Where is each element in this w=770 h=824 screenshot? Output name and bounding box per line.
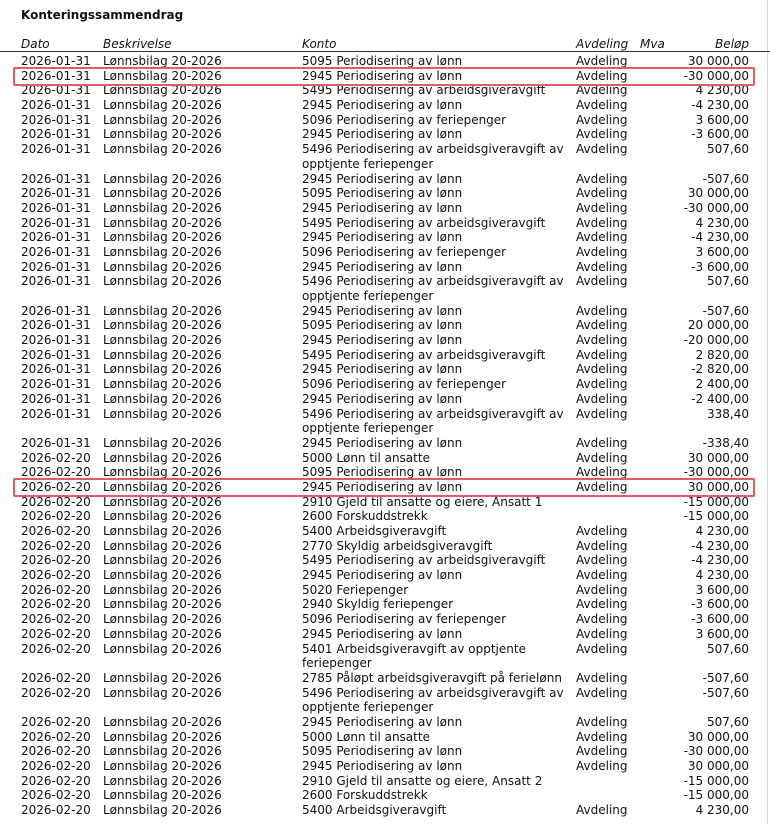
cell-belop: -4 230,00 [691,553,749,568]
cell-konto: 5095 Periodisering av lønn [302,465,463,480]
cell-avdeling: Avdeling [576,465,628,480]
table-row [0,98,770,113]
cell-dato: 2026-01-31 [21,259,91,274]
cell-dato: 2026-02-20 [21,715,91,730]
table-body [0,54,770,818]
table-row [0,348,770,363]
cell-belop: 30 000,00 [687,479,749,494]
table-row [0,759,770,774]
cell-beskrivelse: Lønnsbilag 20-2026 [103,670,222,685]
cell-dato: 2026-02-20 [21,612,91,627]
cell-belop: 4 230,00 [695,215,749,230]
cell-konto: 2945 Periodisering av lønn [302,230,463,245]
cell-avdeling: Avdeling [576,391,628,406]
cell-avdeling: Avdeling [576,171,628,186]
cell-avdeling: Avdeling [576,112,628,127]
cell-belop: 3 600,00 [695,582,749,597]
table-row [0,245,770,260]
cell-dato: 2026-02-20 [21,803,91,818]
cell-beskrivelse: Lønnsbilag 20-2026 [103,391,222,406]
cell-avdeling: Avdeling [576,215,628,230]
cell-konto: 5495 Periodisering av arbeidsgiveravgift [302,83,546,98]
cell-konto: 2945 Periodisering av lønn [302,68,463,83]
table-row [0,392,770,407]
cell-beskrivelse: Lønnsbilag 20-2026 [103,244,222,259]
cell-avdeling: Avdeling [576,553,628,568]
cell-beskrivelse: Lønnsbilag 20-2026 [103,597,222,612]
cell-dato: 2026-02-20 [21,582,91,597]
cell-belop: -4 230,00 [691,98,749,113]
cell-avdeling: Avdeling [576,479,628,494]
cell-beskrivelse: Lønnsbilag 20-2026 [103,803,222,818]
cell-avdeling: Avdeling [576,524,628,539]
cell-belop: -3 600,00 [691,597,749,612]
cell-beskrivelse: Lønnsbilag 20-2026 [103,641,222,656]
cell-belop: 3 600,00 [695,112,749,127]
table-header [0,37,770,52]
cell-beskrivelse: Lønnsbilag 20-2026 [103,450,222,465]
table-row [0,803,770,818]
cell-avdeling: Avdeling [576,803,628,818]
cell-konto: 2600 Forskuddstrekk [302,509,428,524]
cell-belop: -15 000,00 [683,494,749,509]
cell-konto: 2945 Periodisering av lønn [302,568,463,583]
cell-konto: 5496 Periodisering av arbeidsgiveravgift av opptjente feriepenger [302,685,564,715]
cell-dato: 2026-01-31 [21,230,91,245]
cell-beskrivelse: Lønnsbilag 20-2026 [103,524,222,539]
cell-dato: 2026-02-20 [21,524,91,539]
table-row [0,788,770,803]
table-row [0,83,770,98]
table-row [0,127,770,142]
cell-avdeling: Avdeling [576,362,628,377]
cell-dato: 2026-01-31 [21,215,91,230]
table-row [0,612,770,627]
cell-belop: -3 600,00 [691,259,749,274]
cell-konto: 5496 Periodisering av arbeidsgiveravgift av opptjente feriepenger [302,142,564,171]
cell-dato: 2026-01-31 [21,347,91,362]
header-beskrivelse: Beskrivelse [103,37,172,51]
cell-avdeling: Avdeling [576,568,628,583]
cell-konto: 2910 Gjeld til ansatte og eiere, Ansatt 2 [302,773,543,788]
cell-dato: 2026-01-31 [21,98,91,113]
cell-beskrivelse: Lønnsbilag 20-2026 [103,553,222,568]
cell-dato: 2026-01-31 [21,142,91,157]
cell-belop: -15 000,00 [683,788,749,803]
cell-konto: 2945 Periodisering av lønn [302,200,463,215]
cell-belop: 20 000,00 [687,318,749,333]
table-row [0,524,770,539]
cell-avdeling: Avdeling [576,715,628,730]
cell-konto: 5020 Feriepenger [302,582,409,597]
table-row [0,362,770,377]
cell-belop: 30 000,00 [687,450,749,465]
cell-beskrivelse: Lønnsbilag 20-2026 [103,788,222,803]
table-row [0,172,770,187]
cell-avdeling: Avdeling [576,318,628,333]
cell-beskrivelse: Lønnsbilag 20-2026 [103,582,222,597]
cell-avdeling: Avdeling [576,259,628,274]
cell-dato: 2026-01-31 [21,244,91,259]
cell-dato: 2026-01-31 [21,54,91,68]
table-row [0,333,770,348]
cell-konto: 2785 Påløpt arbeidsgiveravgift på ferielønn [302,670,562,685]
cell-avdeling: Avdeling [576,54,628,68]
cell-beskrivelse: Lønnsbilag 20-2026 [103,112,222,127]
cell-belop: 507,60 [707,142,749,157]
cell-avdeling: Avdeling [576,759,628,774]
cell-belop: 507,60 [707,641,749,656]
cell-dato: 2026-01-31 [21,186,91,201]
cell-beskrivelse: Lønnsbilag 20-2026 [103,773,222,788]
table-row [0,465,770,480]
cell-avdeling: Avdeling [576,377,628,392]
cell-beskrivelse: Lønnsbilag 20-2026 [103,83,222,98]
cell-konto: 5495 Periodisering av arbeidsgiveravgift [302,553,546,568]
cell-belop: -507,60 [702,685,749,700]
cell-belop: 507,60 [707,715,749,730]
cell-konto: 5496 Periodisering av arbeidsgiveravgift av opptjente feriepenger [302,406,564,436]
header-mva: Mva [640,37,665,51]
cell-belop: -2 820,00 [691,362,749,377]
cell-konto: 2945 Periodisering av lønn [302,759,463,774]
table-row [0,597,770,612]
cell-belop: -4 230,00 [691,230,749,245]
cell-belop: -30 000,00 [683,465,749,480]
cell-dato: 2026-02-20 [21,626,91,641]
cell-beskrivelse: Lønnsbilag 20-2026 [103,377,222,392]
cell-dato: 2026-02-20 [21,494,91,509]
cell-konto: 2945 Periodisering av lønn [302,127,463,142]
cell-avdeling: Avdeling [576,68,628,83]
cell-avdeling: Avdeling [576,582,628,597]
cell-konto: 2945 Periodisering av lønn [302,626,463,641]
cell-dato: 2026-02-20 [21,744,91,759]
cell-belop: -507,60 [702,171,749,186]
cell-belop: 338,40 [707,406,749,421]
cell-avdeling: Avdeling [576,230,628,245]
cell-belop: -3 600,00 [691,127,749,142]
cell-beskrivelse: Lønnsbilag 20-2026 [103,215,222,230]
cell-beskrivelse: Lønnsbilag 20-2026 [103,200,222,215]
cell-avdeling: Avdeling [576,729,628,744]
cell-avdeling: Avdeling [576,685,628,700]
cell-konto: 2945 Periodisering av lønn [302,479,463,494]
cell-konto: 5000 Lønn til ansatte [302,450,430,465]
cell-dato: 2026-01-31 [21,68,91,83]
cell-konto: 2945 Periodisering av lønn [302,362,463,377]
table-row [0,451,770,466]
cell-beskrivelse: Lønnsbilag 20-2026 [103,715,222,730]
cell-belop: 2 400,00 [695,377,749,392]
table-row [0,216,770,231]
cell-dato: 2026-02-20 [21,641,91,656]
cell-avdeling: Avdeling [576,538,628,553]
cell-belop: 4 230,00 [695,568,749,583]
cell-beskrivelse: Lønnsbilag 20-2026 [103,626,222,641]
cell-belop: 4 230,00 [695,83,749,98]
cell-konto: 2940 Skyldig feriepenger [302,597,454,612]
cell-avdeling: Avdeling [576,626,628,641]
table-row [0,553,770,568]
cell-dato: 2026-01-31 [21,127,91,142]
cell-konto: 5096 Periodisering av feriepenger [302,244,507,259]
cell-konto: 5096 Periodisering av feriepenger [302,612,507,627]
cell-avdeling: Avdeling [576,303,628,318]
table-row [0,774,770,789]
cell-avdeling: Avdeling [576,612,628,627]
cell-dato: 2026-02-20 [21,788,91,803]
cell-konto: 2910 Gjeld til ansatte og eiere, Ansatt 1 [302,494,543,509]
cell-konto: 2945 Periodisering av lønn [302,333,463,348]
cell-belop: 30 000,00 [687,54,749,68]
cell-avdeling: Avdeling [576,186,628,201]
cell-beskrivelse: Lønnsbilag 20-2026 [103,744,222,759]
cell-avdeling: Avdeling [576,450,628,465]
cell-dato: 2026-01-31 [21,171,91,186]
cell-konto: 5496 Periodisering av arbeidsgiveravgift av opptjente feriepenger [302,274,564,304]
table-row [0,627,770,642]
cell-beskrivelse: Lønnsbilag 20-2026 [103,509,222,524]
cell-beskrivelse: Lønnsbilag 20-2026 [103,186,222,201]
cell-beskrivelse: Lønnsbilag 20-2026 [103,406,222,421]
cell-beskrivelse: Lønnsbilag 20-2026 [103,729,222,744]
cell-konto: 5000 Lønn til ansatte [302,729,430,744]
cell-beskrivelse: Lønnsbilag 20-2026 [103,479,222,494]
cell-belop: 30 000,00 [687,759,749,774]
table-row [0,260,770,275]
cell-belop: 3 600,00 [695,244,749,259]
table-row [0,715,770,730]
cell-avdeling: Avdeling [576,83,628,98]
cell-dato: 2026-02-20 [21,685,91,700]
header-belop: Beløp [715,37,749,51]
cell-belop: -507,60 [702,670,749,685]
cell-belop: -30 000,00 [683,68,749,83]
table-row [0,142,770,171]
cell-belop: -30 000,00 [683,200,749,215]
table-row [0,377,770,392]
cell-belop: 4 230,00 [695,524,749,539]
table-row [0,274,770,303]
cell-beskrivelse: Lønnsbilag 20-2026 [103,538,222,553]
cell-avdeling: Avdeling [576,142,628,157]
table-row [0,201,770,216]
cell-beskrivelse: Lønnsbilag 20-2026 [103,230,222,245]
cell-konto: 2770 Skyldig arbeidsgiveravgift [302,538,493,553]
cell-dato: 2026-02-20 [21,568,91,583]
cell-belop: 3 600,00 [695,626,749,641]
header-konto: Konto [302,37,337,51]
cell-avdeling: Avdeling [576,406,628,421]
cell-avdeling: Avdeling [576,641,628,656]
table-row [0,730,770,745]
table-row [0,642,770,671]
cell-konto: 2945 Periodisering av lønn [302,303,463,318]
cell-konto: 5095 Periodisering av lønn [302,54,463,68]
table-row [0,436,770,451]
cell-konto: 2600 Forskuddstrekk [302,788,428,803]
cell-avdeling: Avdeling [576,127,628,142]
cell-dato: 2026-01-31 [21,200,91,215]
cell-beskrivelse: Lønnsbilag 20-2026 [103,362,222,377]
cell-belop: -3 600,00 [691,612,749,627]
cell-avdeling: Avdeling [576,274,628,289]
cell-belop: 4 230,00 [695,803,749,818]
cell-beskrivelse: Lønnsbilag 20-2026 [103,759,222,774]
table-row [0,113,770,128]
cell-konto: 2945 Periodisering av lønn [302,715,463,730]
cell-konto: 5495 Periodisering av arbeidsgiveravgift [302,215,546,230]
cell-dato: 2026-02-20 [21,670,91,685]
cell-avdeling: Avdeling [576,200,628,215]
cell-konto: 2945 Periodisering av lønn [302,259,463,274]
cell-konto: 5095 Periodisering av lønn [302,186,463,201]
cell-beskrivelse: Lønnsbilag 20-2026 [103,568,222,583]
cell-beskrivelse: Lønnsbilag 20-2026 [103,259,222,274]
table-row [0,686,770,715]
cell-belop: 30 000,00 [687,186,749,201]
cell-dato: 2026-01-31 [21,112,91,127]
table-row [0,568,770,583]
table-row [0,407,770,436]
cell-belop: -2 400,00 [691,391,749,406]
cell-beskrivelse: Lønnsbilag 20-2026 [103,142,222,157]
cell-avdeling: Avdeling [576,670,628,685]
cell-belop: -15 000,00 [683,509,749,524]
page-title: Konteringssammendrag [21,8,184,22]
cell-dato: 2026-01-31 [21,333,91,348]
cell-dato: 2026-01-31 [21,435,91,450]
cell-belop: -20 000,00 [683,333,749,348]
cell-belop: -30 000,00 [683,744,749,759]
cell-dato: 2026-01-31 [21,406,91,421]
cell-dato: 2026-02-20 [21,597,91,612]
cell-beskrivelse: Lønnsbilag 20-2026 [103,347,222,362]
cell-belop: -4 230,00 [691,538,749,553]
cell-konto: 5096 Periodisering av feriepenger [302,112,507,127]
cell-beskrivelse: Lønnsbilag 20-2026 [103,303,222,318]
cell-belop: 507,60 [707,274,749,289]
cell-dato: 2026-02-20 [21,553,91,568]
table-row [0,583,770,598]
cell-beskrivelse: Lønnsbilag 20-2026 [103,171,222,186]
table-row [0,495,770,510]
cell-konto: 5095 Periodisering av lønn [302,318,463,333]
cell-beskrivelse: Lønnsbilag 20-2026 [103,333,222,348]
cell-avdeling: Avdeling [576,333,628,348]
table-row [0,186,770,201]
cell-beskrivelse: Lønnsbilag 20-2026 [103,274,222,289]
cell-konto: 2945 Periodisering av lønn [302,171,463,186]
cell-konto: 2945 Periodisering av lønn [302,435,463,450]
cell-dato: 2026-01-31 [21,83,91,98]
table-row [0,480,770,495]
cell-avdeling: Avdeling [576,597,628,612]
cell-beskrivelse: Lønnsbilag 20-2026 [103,318,222,333]
cell-dato: 2026-01-31 [21,377,91,392]
cell-konto: 5096 Periodisering av feriepenger [302,377,507,392]
header-dato: Dato [21,37,50,51]
cell-avdeling: Avdeling [576,347,628,362]
cell-dato: 2026-01-31 [21,391,91,406]
cell-belop: 2 820,00 [695,347,749,362]
cell-dato: 2026-01-31 [21,362,91,377]
cell-belop: -15 000,00 [683,773,749,788]
cell-dato: 2026-02-20 [21,773,91,788]
cell-dato: 2026-02-20 [21,509,91,524]
header-avdeling: Avdeling [576,37,629,51]
cell-avdeling: Avdeling [576,98,628,113]
cell-beskrivelse: Lønnsbilag 20-2026 [103,685,222,700]
table-row [0,509,770,524]
cell-dato: 2026-02-20 [21,729,91,744]
cell-dato: 2026-02-20 [21,538,91,553]
table-row [0,318,770,333]
cell-dato: 2026-02-20 [21,465,91,480]
cell-beskrivelse: Lønnsbilag 20-2026 [103,612,222,627]
cell-avdeling: Avdeling [576,744,628,759]
cell-beskrivelse: Lønnsbilag 20-2026 [103,98,222,113]
cell-avdeling: Avdeling [576,244,628,259]
cell-belop: -507,60 [702,303,749,318]
cell-beskrivelse: Lønnsbilag 20-2026 [103,435,222,450]
cell-konto: 5400 Arbeidsgiveravgift [302,524,447,539]
cell-beskrivelse: Lønnsbilag 20-2026 [103,68,222,83]
table-row [0,744,770,759]
table-row [0,539,770,554]
table-row [0,304,770,319]
cell-konto: 5495 Periodisering av arbeidsgiveravgift [302,347,546,362]
table-row [0,54,770,69]
cell-dato: 2026-02-20 [21,450,91,465]
cell-konto: 2945 Periodisering av lønn [302,98,463,113]
table-row [0,69,770,84]
cell-beskrivelse: Lønnsbilag 20-2026 [103,465,222,480]
cell-beskrivelse: Lønnsbilag 20-2026 [103,494,222,509]
cell-belop: 30 000,00 [687,729,749,744]
table-row [0,671,770,686]
cell-konto: 5400 Arbeidsgiveravgift [302,803,447,818]
cell-konto: 2945 Periodisering av lønn [302,391,463,406]
cell-konto: 5401 Arbeidsgiveravgift av opptjente feriepenger [302,641,526,671]
cell-dato: 2026-02-20 [21,759,91,774]
cell-beskrivelse: Lønnsbilag 20-2026 [103,127,222,142]
cell-dato: 2026-01-31 [21,303,91,318]
table-row [0,230,770,245]
cell-konto: 5095 Periodisering av lønn [302,744,463,759]
cell-belop: -338,40 [702,435,749,450]
cell-dato: 2026-01-31 [21,318,91,333]
cell-beskrivelse: Lønnsbilag 20-2026 [103,54,222,68]
cell-avdeling: Avdeling [576,435,628,450]
cell-dato: 2026-01-31 [21,274,91,289]
cell-dato: 2026-02-20 [21,479,91,494]
